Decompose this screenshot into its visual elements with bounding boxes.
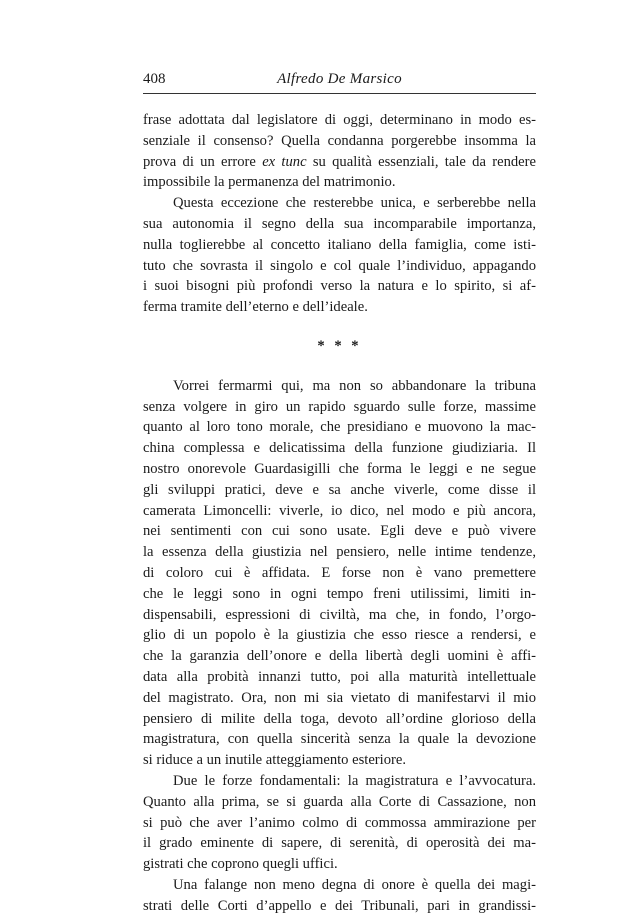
text-line: gistrati che coprono quegli uffici. [143, 856, 338, 873]
text-line: la essenza della giustizia nel pensiero, nelle intime tendenze, [143, 544, 536, 561]
page-number: 408 [143, 71, 166, 87]
text-line: Quanto alla prima, se si guarda alla Corte di Cassazione, non [143, 793, 536, 810]
text-line: glio di un popolo è la giustizia che esso riesce a rendersi, e [143, 627, 536, 644]
text-line: prova di un errore ex tunc su qualità essenziali, tale da rendere [143, 153, 536, 170]
section-separator: * * * [317, 337, 362, 354]
text-line: Due le forze fondamentali: la magistratura e l’avvocatura. [173, 772, 536, 789]
text-line: china complessa e delicatissima della funzione giudiziaria. Il [143, 440, 536, 457]
body-text [143, 110, 536, 916]
text-line: ferma tramite dell’eterno e dell’ideale. [143, 299, 368, 316]
text-line: frase adottata dal legislatore di oggi, determinano in modo es- [143, 112, 536, 128]
text-line: pensiero di milite della toga, devoto all’ordine glorioso della [143, 710, 536, 727]
text-line: Questa eccezione che resterebbe unica, e serberebbe nella [173, 195, 536, 212]
text-line: magistratura, con quella sincerità senza la quale la devozione [143, 731, 536, 748]
text-line: di coloro cui è affidata. E forse non è vano premettere [143, 564, 536, 581]
text-line: Vorrei fermarmi qui, ma non so abbandonare la tribuna [173, 377, 536, 394]
text-line: che le leggi sono in ogni tempo freni utilissimi, limiti in- [143, 585, 536, 602]
text-line: sua autonomia il segno della sua incomparabile importanza, [143, 215, 536, 232]
text-line: gli sviluppi pratici, deve e sa anche viverle, come disse il [143, 481, 536, 498]
text-line: quanto al loro tono morale, che presidiano e muovono la mac- [143, 419, 536, 436]
text-line: si riduce a un inutile atteggiamento esteriore. [143, 752, 407, 769]
text-line: il grado eminente di sapere, di serenità, di operosità dei ma- [143, 835, 536, 852]
text-line: Una falange non meno degna di onore è quella dei magi- [173, 876, 536, 893]
text-line: strati delle Corti d’appello e dei Tribunali, pari in grandissi- [143, 897, 536, 914]
text-line: senza volgere in giro un rapido sguardo sulle forze, massime [143, 398, 536, 415]
text-line: del magistrato. Ora, non mi sia vietato di manifestarvi il mio [143, 689, 536, 706]
text-line: si può che aver l’animo colmo di commossa ammirazione per [143, 814, 536, 831]
text-line: tuto che sovrasta il singolo e col quale l’individuo, appagando [143, 257, 536, 274]
text-line: nulla toglierebbe al concetto italiano della famiglia, come isti- [143, 236, 536, 253]
text-line: senziale il consenso? Quella condanna porgerebbe insomma la [143, 132, 536, 149]
text-line: i suoi bisogni più profondi verso la natura e lo spirito, si af- [143, 278, 536, 295]
text-line: nostro onorevole Guardasigilli che forma le leggi e ne segue [143, 460, 536, 477]
italic-phrase: ex tunc [262, 153, 307, 170]
text-line: camerata Limoncelli: viverle, io dico, nel modo e più ancora, [143, 502, 536, 519]
page-header [143, 71, 536, 94]
text-line: impossibile la permanenza del matrimonio. [143, 174, 396, 191]
text-line: data alla probità innanzi tutto, poi alla maturità intellettuale [143, 668, 536, 685]
text-line: nei sentimenti con cui sono usate. Egli deve e può vivere [143, 523, 536, 540]
text-line: che la garanzia dell’onore e della libertà degli uomini è affi- [143, 648, 536, 665]
running-head: Alfredo De Marsico [277, 71, 402, 87]
text-line: dispensabili, espressioni di civiltà, ma che, in fondo, l’orgo- [143, 606, 536, 623]
